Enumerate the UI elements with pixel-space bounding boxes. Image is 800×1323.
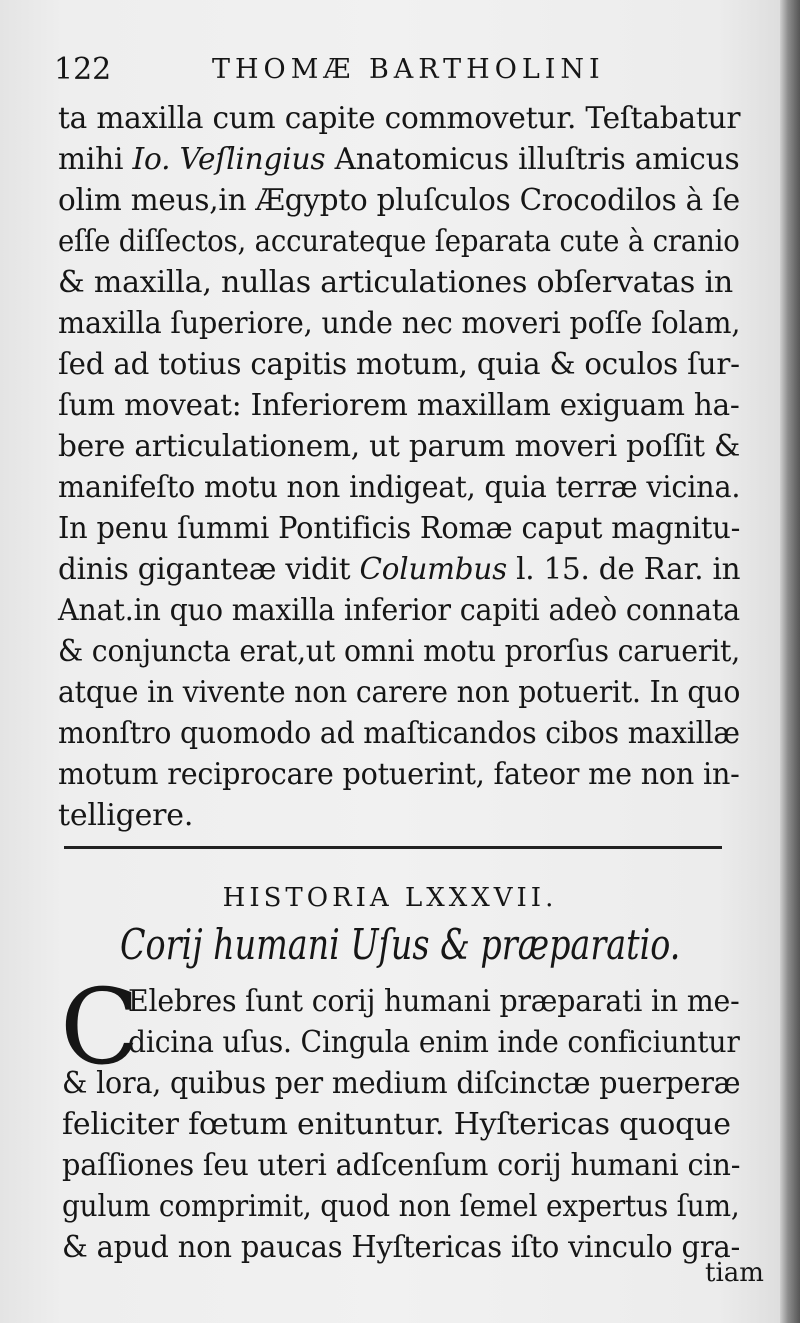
- body-line: & conjuncta erat,ut omni motu prorſus caruerit,: [58, 634, 741, 669]
- body-line: olim meus,in Ægypto pluſculos Crocodilos à ſe: [58, 183, 741, 218]
- page-header: [54, 50, 734, 90]
- body-line: & maxilla, nullas articulationes obſervatas in: [58, 265, 733, 300]
- body-line: ſed ad totius capitis motum, quia & oculos ſur-: [58, 347, 740, 382]
- body-line: ſum moveat: Inferiorem maxillam exiguam ha-: [58, 388, 740, 423]
- body-line: monſtro quomodo ad maſticandos cibos maxillæ: [58, 716, 740, 751]
- body-line: dicina uſus. Cingula enim inde conficiuntur: [128, 1025, 740, 1060]
- page-edge-shadow: [780, 0, 800, 1323]
- running-title: THOMÆ BARTHOLINI: [212, 54, 605, 85]
- body-line: In penu ſummi Pontificis Romæ caput magnitu-: [58, 511, 741, 546]
- body-line: feliciter fœtum enituntur. Hyſtericas quoque: [62, 1107, 731, 1142]
- body-line: telligere.: [58, 798, 194, 833]
- body-line: & apud non paucas Hyſtericas iſto vinculo gra-: [62, 1230, 741, 1265]
- body-line: [58, 142, 740, 177]
- line-text: dinis giganteæ vidit: [58, 552, 360, 587]
- line-text: Anatomicus illuſtris amicus: [325, 142, 740, 177]
- body-line: bere articulationem, ut parum moveri poſſit &: [58, 429, 741, 464]
- line-text: mihi: [58, 142, 133, 177]
- body-line: motum reciprocare potuerint, fateor me non in-: [58, 757, 740, 792]
- line-text: l. 15. de Rar. in: [506, 552, 741, 587]
- body-line: ta maxilla cum capite commovetur. Teſtabatur: [58, 101, 741, 136]
- body-line: eſſe diſſectos, accurateque ſeparata cute à cranio: [58, 224, 740, 259]
- body-line: paſſiones ſeu uteri adſcenſum corij humani cin-: [62, 1148, 741, 1183]
- page-number: 122: [54, 52, 112, 87]
- body-line: & lora, quibus per medium diſcinctæ puerperæ: [62, 1066, 741, 1101]
- body-line: Elebres ſunt corij humani præparati in me-: [128, 984, 740, 1019]
- body-line: maxilla ſuperiore, unde nec moveri poſſe ſolam,: [58, 306, 741, 341]
- body-line: [58, 552, 740, 587]
- section-heading: HISTORIA LXXXVII.: [222, 883, 558, 913]
- body-line: gulum comprimit, quod non ſemel expertus ſum,: [62, 1189, 740, 1224]
- body-line: manifeſto motu non indigeat, quia terræ vicina.: [58, 470, 741, 505]
- section-divider: [64, 846, 722, 849]
- section-subtitle: Corij humani Uſus & præparatio.: [120, 920, 681, 969]
- body-line: atque in vivente non carere non potuerit. In quo: [58, 675, 741, 710]
- author-name: Io. Veſlingius: [132, 142, 326, 177]
- author-name: Columbus: [359, 552, 507, 587]
- catchword: tiam: [705, 1258, 764, 1288]
- drop-cap: C: [60, 966, 140, 1088]
- body-line: Anat.in quo maxilla inferior capiti adeò connata: [58, 593, 740, 628]
